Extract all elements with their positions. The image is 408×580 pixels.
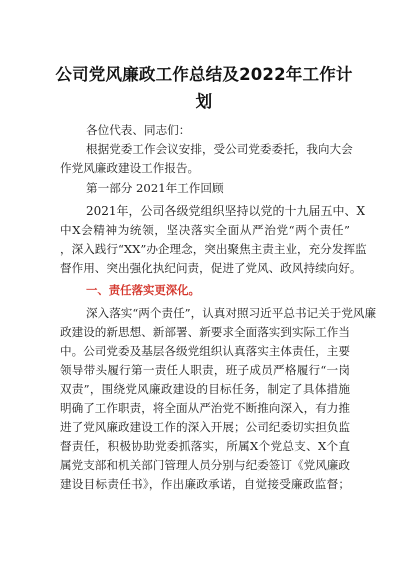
paragraph-line: 2021年，公司各级党组织坚持以党的十九届五中、X xyxy=(86,204,366,218)
paragraph-line: 属党支部和机关部门管理人员分别与纪委签订《党风廉政 xyxy=(60,458,350,472)
subsection-heading: 一、责任落实更深化。 xyxy=(86,283,200,297)
section-heading: 第一部分 2021年工作回顾 xyxy=(86,181,224,195)
paragraph-line: 双责”，围绕党风廉政建设的目标任务，制定了具体措施 xyxy=(60,382,350,396)
paragraph-line: 政建设的新思想、新部署、新要求全面落实到实际工作当 xyxy=(60,325,350,339)
paragraph-line: 督责任，积极协助党委抓落实，所属X个党总支、X个直 xyxy=(60,439,350,453)
paragraph-line: 中。公司党委及基层各级党组织认真落实主体责任，主要 xyxy=(60,344,350,358)
document-title-line-2: 划 xyxy=(195,92,213,111)
paragraph-line: ，深入践行“XX”办企理念，突出聚焦主责主业，充分发挥监 xyxy=(60,242,367,256)
paragraph-line: 进了党风廉政建设工作的深入开展；公司纪委切实担负监 xyxy=(60,420,350,434)
salutation: 各位代表、同志们： xyxy=(86,123,191,137)
paragraph-line: 督作用、突出强化执纪问责，促进了党风、政风持续向好。 xyxy=(60,261,362,275)
paragraph-line: 建设目标责任书》，作出廉政承诺，自觉接受廉政监督； xyxy=(60,477,350,491)
paragraph-line: 根据党委工作会议安排，受公司党委委托，我向大会 xyxy=(86,142,353,156)
paragraph-line: 领导带头履行第一责任人职责，班子成员严格履行“一岗 xyxy=(60,363,350,377)
paragraph-line: 作党风廉政建设工作报告。 xyxy=(60,161,200,175)
paragraph-line: 深入落实“两个责任”，认真对照习近平总书记关于党风廉 xyxy=(86,306,377,320)
document-title-line-1: 公司党风廉政工作总结及2022年工作计 xyxy=(55,65,353,84)
paragraph-line: 明确了工作职责，将全面从严治党不断推向深入，有力推 xyxy=(60,401,350,415)
paragraph-line: 中X会精神为统领，坚决落实全面从严治党“两个责任” xyxy=(60,223,350,237)
